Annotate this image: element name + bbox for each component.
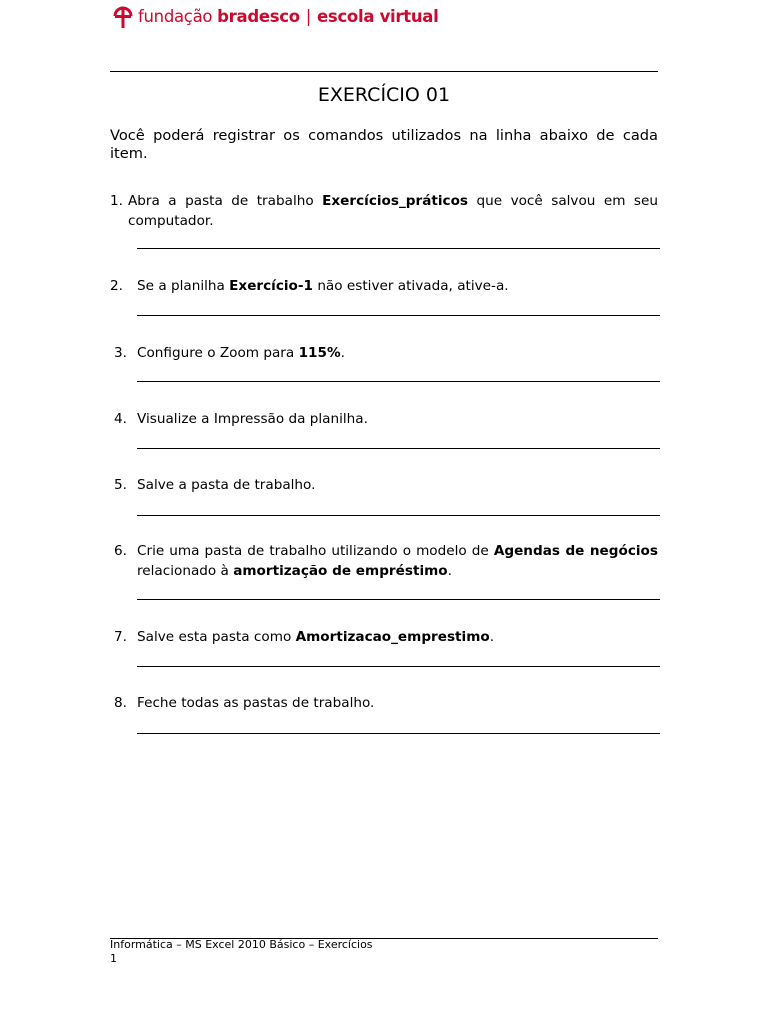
- answer-line[interactable]: [137, 315, 660, 316]
- item-text: Visualize a Impressão da planilha.: [137, 411, 368, 427]
- item-text: Crie uma pasta de trabalho utilizando o modelo de Agendas de negócios relacionado à amortização de empréstimo.: [137, 543, 658, 579]
- answer-line[interactable]: [137, 248, 660, 249]
- item-number: 3.: [114, 345, 127, 361]
- answer-line[interactable]: [137, 666, 660, 667]
- item-number: 7.: [114, 629, 127, 645]
- item-text: Abra a pasta de trabalho Exercícios_práticos que você salvou em seu computador.: [128, 193, 658, 229]
- logo-escola-virtual: escola virtual: [317, 6, 439, 26]
- item-text: Salve esta pasta como Amortizacao_emprestimo.: [137, 629, 495, 645]
- page-title: EXERCÍCIO 01: [317, 84, 451, 106]
- intro-text: Você poderá registrar os comandos utilizados na linha abaixo de cada item.: [110, 127, 658, 162]
- page-footer: [110, 938, 373, 966]
- bradesco-logo-icon: [112, 3, 134, 29]
- answer-line[interactable]: [137, 599, 660, 600]
- item-text: Salve a pasta de trabalho.: [137, 477, 316, 493]
- answer-line[interactable]: [137, 515, 660, 516]
- item-number: 5.: [114, 477, 127, 493]
- item-text: Configure o Zoom para 115%.: [137, 345, 345, 361]
- page-header: [110, 40, 658, 72]
- answer-line[interactable]: [137, 381, 660, 382]
- item-number: 1.: [110, 193, 123, 209]
- answer-line[interactable]: [137, 448, 660, 449]
- item-text: Se a planilha Exercício-1 não estiver ativada, ative-a.: [137, 278, 509, 294]
- item-text: Feche todas as pastas de trabalho.: [137, 695, 375, 711]
- footer-text: Informática – MS Excel 2010 Básico – Exercícios: [110, 938, 373, 951]
- logo-fundacao: fundação: [138, 6, 213, 26]
- item-number: 8.: [114, 695, 127, 711]
- page-number: 1: [110, 952, 117, 965]
- logo-separator: |: [305, 6, 312, 26]
- item-number: 2.: [110, 278, 123, 294]
- item-number: 4.: [114, 411, 127, 427]
- header-rule: [110, 71, 658, 72]
- answer-line[interactable]: [137, 733, 660, 734]
- item-number: 6.: [114, 543, 127, 559]
- logo-bradesco: bradesco: [217, 6, 300, 26]
- brand-logo: [112, 2, 438, 30]
